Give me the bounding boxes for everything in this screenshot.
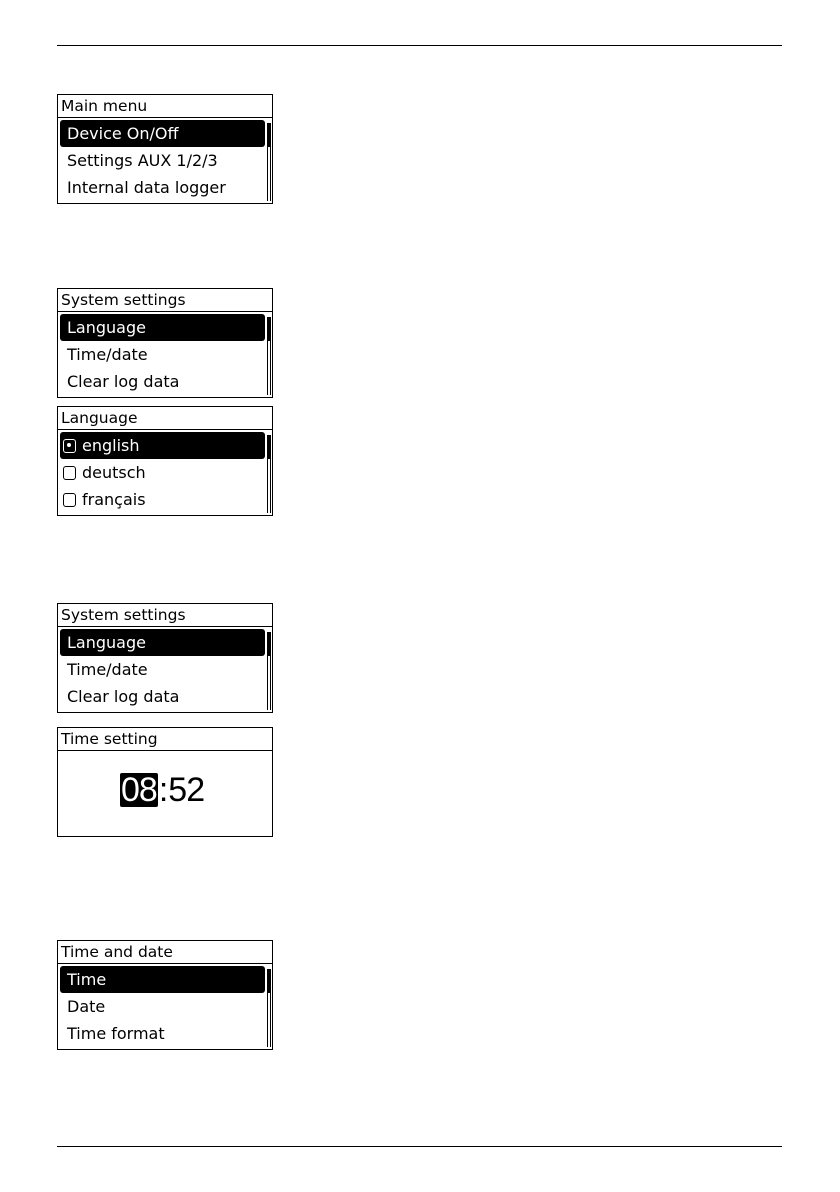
language-options [58,432,272,516]
time-editor [58,751,272,835]
radio-checked-icon [63,439,76,453]
screen-title: Time setting [58,728,272,751]
time-separator: : [158,771,168,809]
language-option-english[interactable] [60,432,265,459]
menu-item-internal-data-logger[interactable]: Internal data logger [67,178,226,197]
menu-list [58,966,272,1050]
menu-item-device-on-off[interactable]: Device On/Off [60,120,265,147]
option-label: français [82,490,146,509]
header-rule [57,45,782,46]
minute-field[interactable]: 52 [168,771,205,809]
menu-item-clear-log-data[interactable]: Clear log data [67,372,180,391]
scrollbar[interactable] [267,632,271,710]
menu-list [58,629,272,713]
option-label: english [82,436,140,455]
language-option-deutsch[interactable] [60,459,265,486]
time-display [120,773,204,807]
scrollbar[interactable] [267,317,271,395]
screen-title: Time and date [58,941,272,964]
radio-unchecked-icon [63,466,76,480]
menu-item-time-date[interactable]: Time/date [67,345,148,364]
system-settings-screen [57,603,273,713]
scrollbar-thumb[interactable] [268,632,270,656]
screen-title: Language [58,407,272,430]
scrollbar[interactable] [267,969,271,1047]
scrollbar-thumb[interactable] [268,123,270,147]
scrollbar[interactable] [267,435,271,513]
menu-item-settings-aux[interactable]: Settings AUX 1/2/3 [67,151,218,170]
screen-title: System settings [58,604,272,627]
option-label: deutsch [82,463,146,482]
menu-item-date[interactable]: Date [67,997,106,1016]
screen-title: Main menu [58,95,272,118]
menu-list [58,314,272,398]
time-setting-screen [57,727,273,837]
radio-unchecked-icon [63,493,76,507]
scrollbar-thumb[interactable] [268,317,270,341]
footer-rule [57,1146,782,1147]
menu-item-time[interactable]: Time [60,966,265,993]
language-screen [57,406,273,516]
menu-item-clear-log-data[interactable]: Clear log data [67,687,180,706]
main-menu-screen [57,94,273,204]
menu-item-language[interactable]: Language [60,629,265,656]
menu-item-language[interactable]: Language [60,314,265,341]
system-settings-screen [57,288,273,398]
scrollbar-thumb[interactable] [268,969,270,993]
scrollbar[interactable] [267,123,271,201]
menu-item-time-date[interactable]: Time/date [67,660,148,679]
menu-item-time-format[interactable]: Time format [67,1024,165,1043]
hour-field[interactable]: 08 [121,771,157,809]
language-option-francais[interactable] [60,486,265,513]
screen-title: System settings [58,289,272,312]
menu-list [58,120,272,204]
scrollbar-thumb[interactable] [268,435,270,459]
time-and-date-screen [57,940,273,1050]
